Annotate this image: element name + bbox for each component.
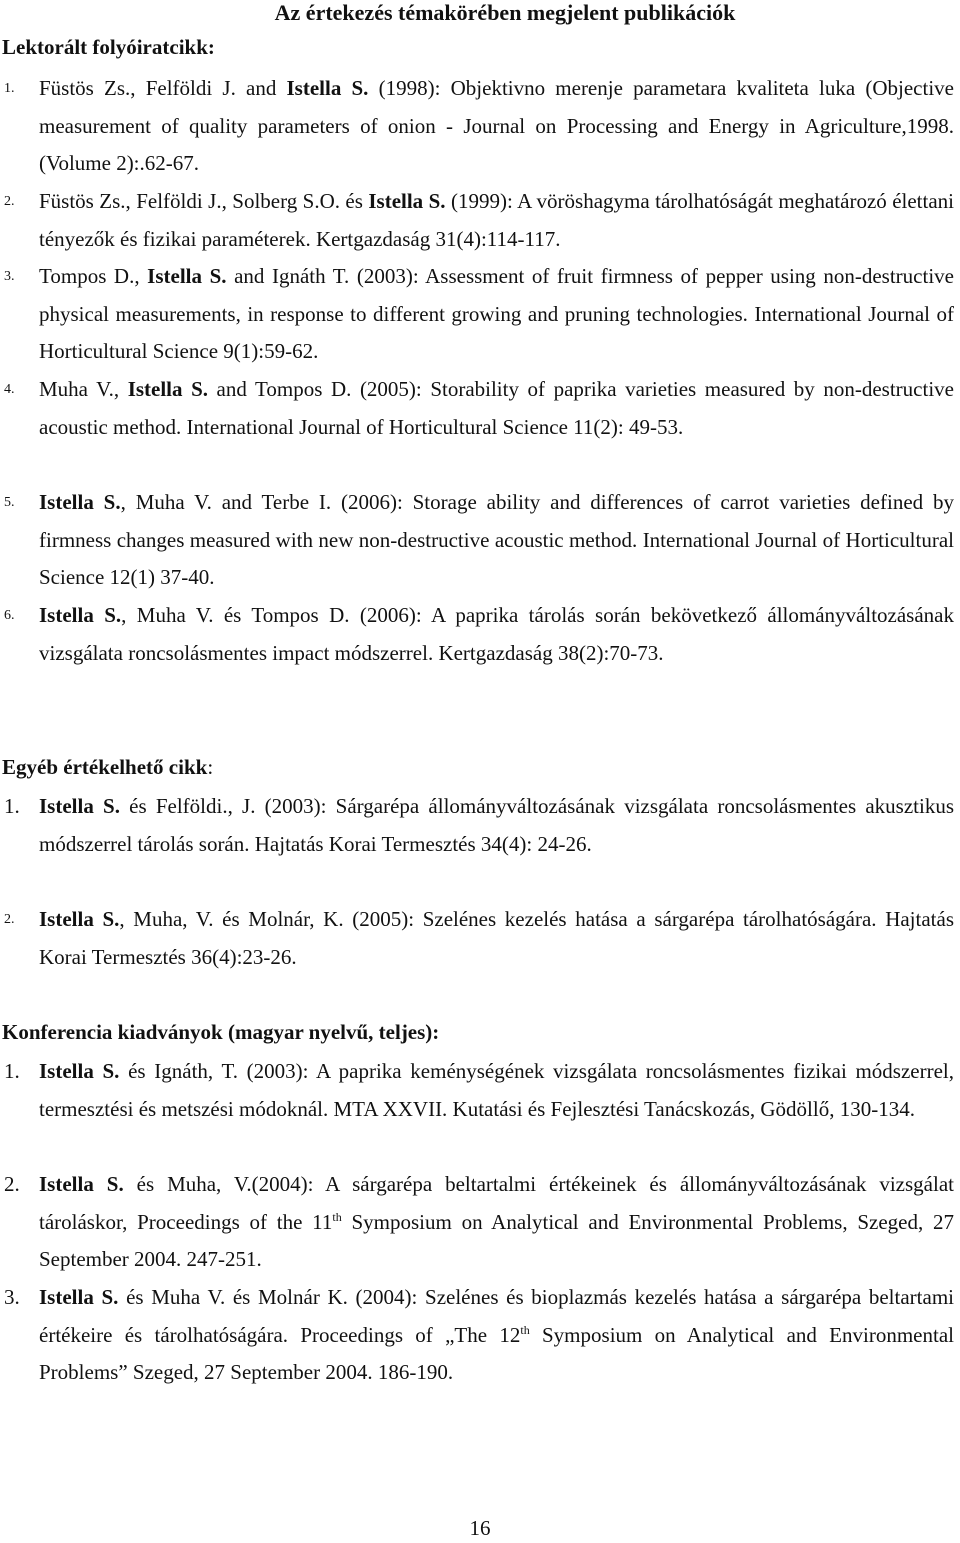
entry-number: 2. <box>4 912 15 927</box>
entry-author-highlight: Istella S. <box>368 189 446 213</box>
entry-citation: és Muha, V.(2004): A sárgarépa beltartalmi értékeinek és állományváltozásának vizsgálat tároláskor, Proceedings of the 11 <box>39 1172 954 1234</box>
ordinal-suffix: th <box>520 1322 530 1337</box>
entry-citation: és Ignáth, T. (2003): A paprika keménységének vizsgálata roncsolásmentes fizikai módszerrel, termesztési és metszési módoknál. MTA XXVII. Kutatási és Fejlesztési Tanácskozás, Gödöllő, 130-134. <box>39 1059 954 1121</box>
entry-citation: , Muha, V. és Molnár, K. (2005): Szelénes kezelés hatása a sárgarépa tárolhatóságára. Hajtatás Korai Termesztés 36(4):23-26. <box>39 907 954 969</box>
entry-number: 5. <box>4 495 15 510</box>
publication-entry <box>0 183 958 258</box>
entry-author-highlight: Istella S. <box>286 76 369 100</box>
section-heading-conference: Konferencia kiadványok (magyar nyelvű, teljes): <box>2 1020 440 1044</box>
entry-number: 1. <box>4 81 15 96</box>
document-title: Az értekezés témakörében megjelent publikációk <box>274 0 736 25</box>
entry-number: 1. <box>4 1059 20 1083</box>
entry-authors: Füstös Zs., Felföldi J., Solberg S.O. és <box>39 189 369 213</box>
publication-entry <box>0 258 958 371</box>
entry-citation-cont: Symposium on Analytical and Environmental Problems, Szeged, 27 September 2004. 247-251. <box>39 1209 954 1272</box>
entry-citation: és Muha V. és Molnár K. (2004): Szelénes és bioplazmás kezelés hatása a sárgarépa beltartami értékeire és tárolhatóságára. Proceedings of „The 12 <box>39 1285 954 1347</box>
entry-citation: (1998): Objektivno merenje parametara kvaliteta luka (Objective measurement of quality parameters of onion - Journal on Processing and Energy in Agriculture,1998.(Volume 2):.62-67. <box>39 76 954 176</box>
entry-number: 4. <box>4 382 15 397</box>
entry-number: 2. <box>4 1172 20 1196</box>
publication-entry <box>0 484 958 597</box>
entry-citation: , Muha V. and Terbe I. (2006): Storage ability and differences of carrot varieties defined by firmness changes measured with new non-destructive acoustic method. International Journal of Horticultural Science 12(1) 37-40. <box>39 490 954 590</box>
entry-citation: (1999): A vöröshagyma tárolhatóságát meghatározó élettani tényezők és fizikai paraméterek. Kertgazdaság 31(4):114-117. <box>39 189 955 251</box>
entry-number: 6. <box>4 608 15 623</box>
publication-entry <box>0 597 958 672</box>
entry-authors: Muha V., <box>39 377 128 401</box>
publication-entry <box>0 70 958 183</box>
entry-author-highlight: Istella S. <box>39 907 120 931</box>
entry-author-highlight: Istella S. <box>39 1285 119 1309</box>
publication-entry <box>0 371 958 446</box>
publication-entry <box>0 788 958 863</box>
entry-citation: , Muha V. és Tompos D. (2006): A paprika tárolás során bekövetkező állományváltozásának vizsgálata roncsolásmentes impact módszerrel. Kertgazdaság 38(2):70-73. <box>39 603 954 665</box>
entry-number: 3. <box>4 269 15 284</box>
entry-author-highlight: Istella S. <box>39 603 122 627</box>
section-heading-reviewed: Lektorált folyóiratcikk: <box>2 35 215 59</box>
ordinal-suffix: th <box>332 1209 342 1224</box>
publication-entry <box>0 1166 958 1279</box>
section-heading-colon: : <box>207 755 214 779</box>
entry-author-highlight: Istella S. <box>39 1059 120 1083</box>
publication-entry <box>0 901 958 976</box>
publication-entry <box>0 1279 958 1392</box>
entry-number: 1. <box>4 794 20 818</box>
entry-number: 3. <box>4 1285 20 1309</box>
entry-citation-cont: Symposium on Analytical and Environmental Problems” Szeged, 27 September 2004. 186-190. <box>39 1322 954 1385</box>
publication-entry <box>0 1053 958 1128</box>
page-number: 16 <box>469 1516 491 1540</box>
entry-number: 2. <box>4 194 15 209</box>
entry-author-highlight: Istella S. <box>39 1172 124 1196</box>
entry-citation: and Ignáth T. (2003): Assessment of fruit firmness of pepper using non-destructive physical measurements, in response to different growing and pruning technologies. International Journal of Horticultural Science 9(1):59-62. <box>39 264 954 364</box>
section-heading-other-text: Egyéb értékelhető cikk <box>2 755 208 779</box>
entry-authors: Füstös Zs., Felföldi J. and <box>39 76 287 100</box>
entry-author-highlight: Istella S. <box>39 490 121 514</box>
entry-author-highlight: Istella S. <box>147 264 227 288</box>
entry-citation: és Felföldi., J. (2003): Sárgarépa állományváltozásának vizsgálata roncsolásmentes akusztikus módszerrel tárolás során. Hajtatás Korai Termesztés 34(4): 24-26. <box>39 794 954 856</box>
section-heading-other <box>2 754 213 780</box>
entry-author-highlight: Istella S. <box>127 377 208 401</box>
entry-authors: Tompos D., <box>39 264 148 288</box>
entry-author-highlight: Istella S. <box>39 794 120 818</box>
entry-citation: and Tompos D. (2005): Storability of paprika varieties measured by non-destructive acoustic method. International Journal of Horticultural Science 11(2): 49-53. <box>39 377 954 439</box>
